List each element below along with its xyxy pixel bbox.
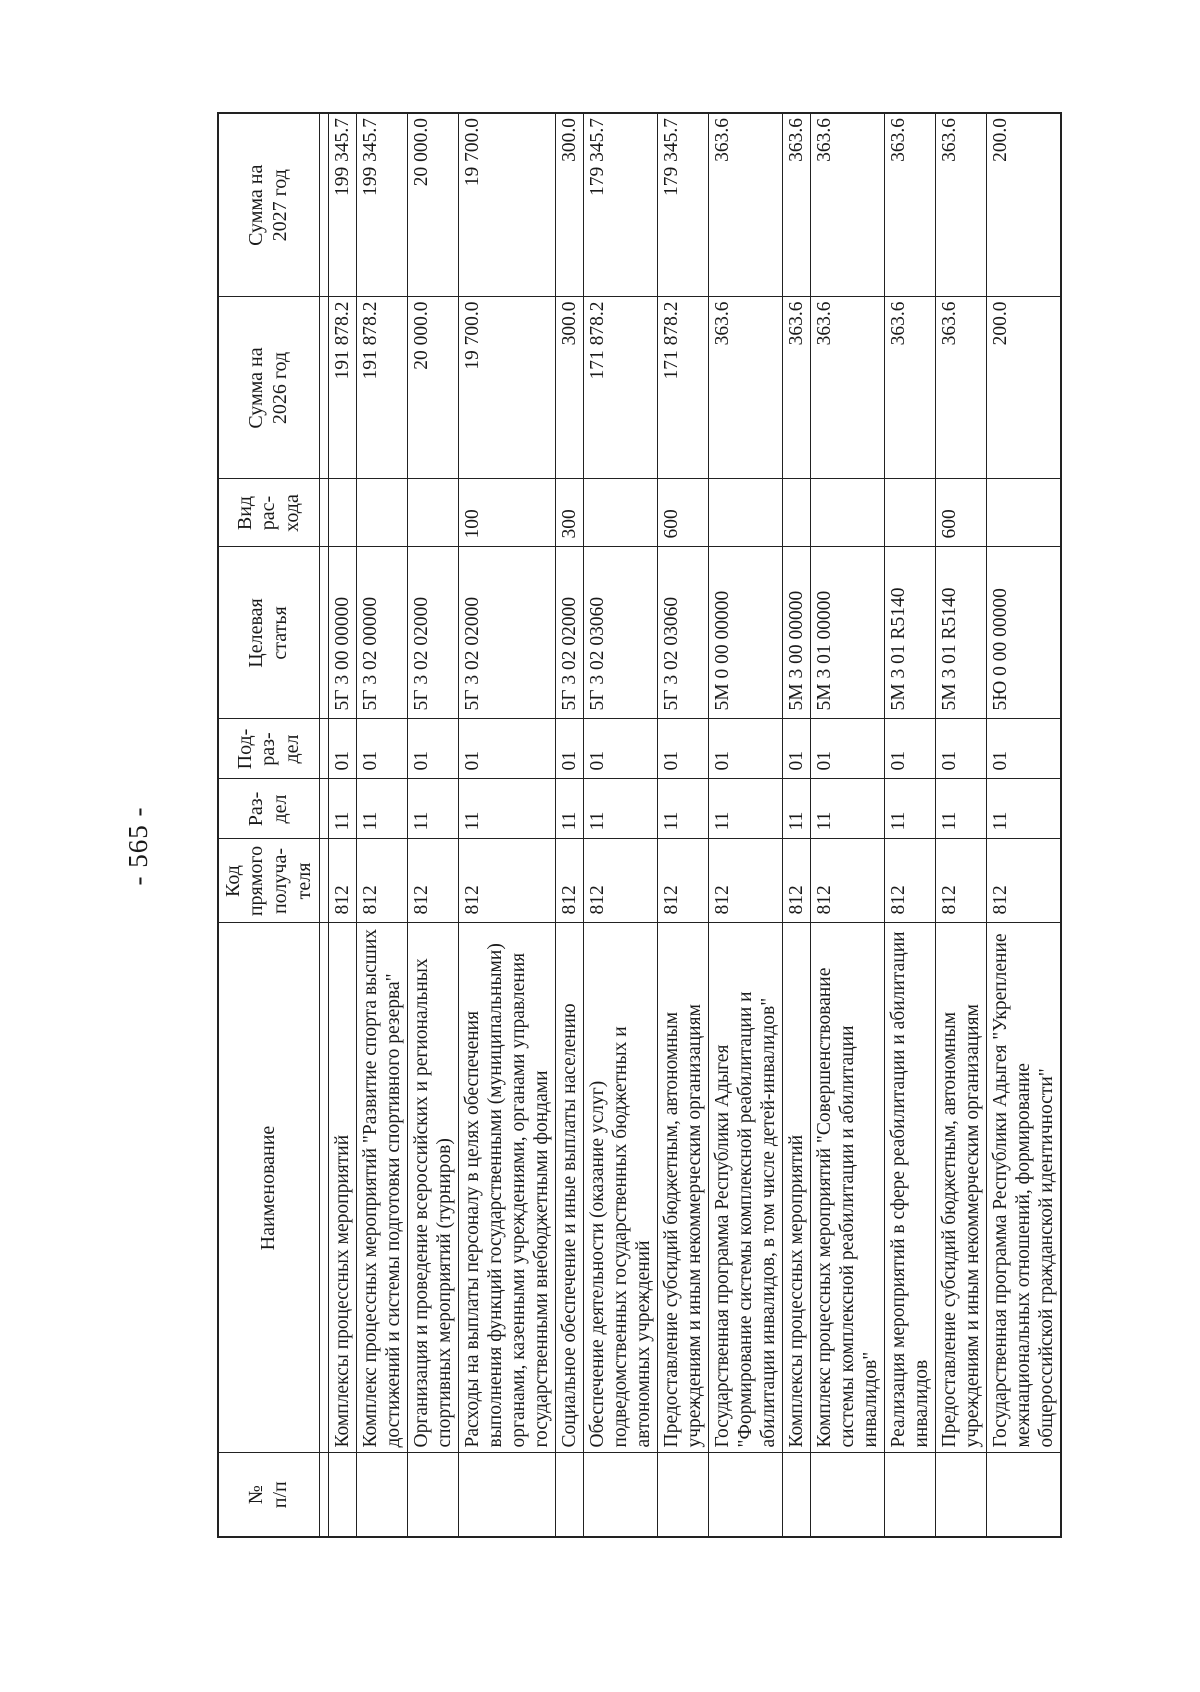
page-number: - 565 -: [123, 806, 153, 886]
cell-name: Социальное обеспечение и иные выплаты населению: [556, 923, 584, 1453]
cell-section: 11: [811, 779, 885, 839]
cell-sum-2027: 300.0: [556, 113, 584, 297]
cell-sum-2027: 363.6: [936, 113, 987, 297]
cell-subsection: 01: [936, 719, 987, 779]
cell-name: Расходы на выплаты персоналу в целях обеспечения выполнения функций государственными (муниципальными) органами, казенными учреждениями, органами управления государственными внебюджетными фондами: [459, 923, 556, 1453]
cell-expense: [987, 479, 1062, 547]
cell-expense: [408, 479, 459, 547]
cell-recipient: 812: [987, 839, 1062, 923]
cell-expense: [709, 479, 783, 547]
cell-name: Предоставление субсидий бюджетным, автономным учреждениям и иным некоммерческим организациям: [658, 923, 709, 1453]
cell-recipient: 812: [936, 839, 987, 923]
cell-section: 11: [987, 779, 1062, 839]
cell-sum-2026: 200.0: [987, 297, 1062, 479]
cell-subsection: 01: [459, 719, 556, 779]
cell-recipient: 812: [459, 839, 556, 923]
cell-name: Реализация мероприятий в сфере реабилитации и абилитации инвалидов: [885, 923, 936, 1453]
cell-expense: [811, 479, 885, 547]
cell-section: 11: [357, 779, 408, 839]
header-name: Наименование: [218, 923, 320, 1453]
cell-no: [658, 1453, 709, 1537]
cell-recipient: 812: [658, 839, 709, 923]
cell-name: Комплекс процессных мероприятий "Совершенствование системы комплексной реабилитации и абилитации инвалидов": [811, 923, 885, 1453]
table-row: [936, 113, 987, 1537]
document-page: [105, 62, 1095, 1630]
cell-recipient: 812: [885, 839, 936, 923]
cell-target: 5М 3 00 00000: [783, 547, 811, 719]
cell-expense: [357, 479, 408, 547]
cell-subsection: 01: [584, 719, 658, 779]
cell-target: 5М 3 01 00000: [811, 547, 885, 719]
table-row: [459, 113, 556, 1537]
cell-target: 5М 3 01 R5140: [885, 547, 936, 719]
cell-target: 5Г 3 02 02000: [459, 547, 556, 719]
cell-no: [811, 1453, 885, 1537]
cell-sum-2026: 191 878.2: [357, 297, 408, 479]
cell-recipient: 812: [811, 839, 885, 923]
cell-sum-2027: 363.6: [709, 113, 783, 297]
cell-no: [556, 1453, 584, 1537]
cell-subsection: 01: [658, 719, 709, 779]
table-row: [329, 113, 357, 1537]
cell-name: Комплексы процессных мероприятий: [329, 923, 357, 1453]
cell-subsection: 01: [885, 719, 936, 779]
cell-section: 11: [709, 779, 783, 839]
cell-target: 5М 0 00 00000: [709, 547, 783, 719]
cell-name: Комплекс процессных мероприятий "Развитие спорта высших достижений и системы подготовки спортивного резерва": [357, 923, 408, 1453]
cell-section: 11: [329, 779, 357, 839]
cell-recipient: 812: [357, 839, 408, 923]
cell-sum-2027: 363.6: [811, 113, 885, 297]
cell-section: 11: [936, 779, 987, 839]
cell-sum-2026: 171 878.2: [584, 297, 658, 479]
cell-expense: [584, 479, 658, 547]
cell-recipient: 812: [408, 839, 459, 923]
header-no: № п/п: [218, 1453, 320, 1537]
cell-expense: 100: [459, 479, 556, 547]
cell-subsection: 01: [987, 719, 1062, 779]
budget-table: [217, 112, 1062, 1538]
cell-sum-2027: 179 345.7: [658, 113, 709, 297]
cell-no: [459, 1453, 556, 1537]
cell-sum-2026: 300.0: [556, 297, 584, 479]
cell-no: [357, 1453, 408, 1537]
table-row: [658, 113, 709, 1537]
cell-subsection: 01: [709, 719, 783, 779]
cell-no: [408, 1453, 459, 1537]
cell-sum-2026: 171 878.2: [658, 297, 709, 479]
cell-expense: [329, 479, 357, 547]
cell-no: [783, 1453, 811, 1537]
cell-no: [885, 1453, 936, 1537]
cell-target: 5Г 3 02 03060: [584, 547, 658, 719]
header-section: Раз- дел: [218, 779, 320, 839]
cell-sum-2026: 363.6: [709, 297, 783, 479]
table-row: [885, 113, 936, 1537]
table-header-row: [218, 113, 320, 1537]
table-row: [357, 113, 408, 1537]
cell-recipient: 812: [556, 839, 584, 923]
cell-expense: 300: [556, 479, 584, 547]
cell-name: Обеспечение деятельности (оказание услуг) подведомственных государственных бюджетных и автономных учреждений: [584, 923, 658, 1453]
cell-no: [987, 1453, 1062, 1537]
cell-section: 11: [885, 779, 936, 839]
table-row: [811, 113, 885, 1537]
cell-subsection: 01: [783, 719, 811, 779]
cell-expense: [885, 479, 936, 547]
cell-target: 5Г 3 02 00000: [357, 547, 408, 719]
cell-sum-2027: 200.0: [987, 113, 1062, 297]
cell-section: 11: [408, 779, 459, 839]
cell-sum-2027: 199 345.7: [329, 113, 357, 297]
table-row: [408, 113, 459, 1537]
cell-target: 5Г 3 02 02000: [408, 547, 459, 719]
cell-name: Государственная программа Республики Адыгея "Формирование системы комплексной реабилитации и абилитации инвалидов, в том числе детей-инвалидов": [709, 923, 783, 1453]
cell-expense: 600: [936, 479, 987, 547]
header-target: Целевая статья: [218, 547, 320, 719]
cell-sum-2026: 363.6: [783, 297, 811, 479]
header-recipient: Код прямого получа- теля: [218, 839, 320, 923]
cell-sum-2027: 19 700.0: [459, 113, 556, 297]
header-spacer-row: [320, 113, 329, 1537]
cell-section: 11: [556, 779, 584, 839]
table-row: [709, 113, 783, 1537]
cell-sum-2026: 19 700.0: [459, 297, 556, 479]
cell-expense: 600: [658, 479, 709, 547]
cell-subsection: 01: [329, 719, 357, 779]
cell-subsection: 01: [556, 719, 584, 779]
cell-sum-2027: 363.6: [783, 113, 811, 297]
cell-recipient: 812: [584, 839, 658, 923]
cell-section: 11: [783, 779, 811, 839]
header-subsection: Под- раз- дел: [218, 719, 320, 779]
cell-no: [329, 1453, 357, 1537]
cell-section: 11: [584, 779, 658, 839]
cell-name: Предоставление субсидий бюджетным, автономным учреждениям и иным некоммерческим организациям: [936, 923, 987, 1453]
cell-sum-2027: 179 345.7: [584, 113, 658, 297]
cell-sum-2027: 363.6: [885, 113, 936, 297]
cell-section: 11: [658, 779, 709, 839]
header-sum-2027: Сумма на 2027 год: [218, 113, 320, 297]
cell-sum-2026: 363.6: [885, 297, 936, 479]
header-expense: Вид рас- хода: [218, 479, 320, 547]
cell-name: Государственная программа Республики Адыгея "Укрепление межнациональных отношений, формирование общероссийской гражданской идентичности": [987, 923, 1062, 1453]
cell-expense: [783, 479, 811, 547]
cell-name: Организация и проведение всероссийских и региональных спортивных мероприятий (турниров): [408, 923, 459, 1453]
cell-sum-2027: 20 000.0: [408, 113, 459, 297]
cell-subsection: 01: [357, 719, 408, 779]
cell-recipient: 812: [783, 839, 811, 923]
cell-sum-2026: 363.6: [936, 297, 987, 479]
cell-no: [584, 1453, 658, 1537]
cell-recipient: 812: [329, 839, 357, 923]
cell-no: [709, 1453, 783, 1537]
cell-target: 5Г 3 00 00000: [329, 547, 357, 719]
cell-sum-2026: 191 878.2: [329, 297, 357, 479]
cell-section: 11: [459, 779, 556, 839]
cell-sum-2027: 199 345.7: [357, 113, 408, 297]
table-row: [987, 113, 1062, 1537]
cell-recipient: 812: [709, 839, 783, 923]
table-row: [584, 113, 658, 1537]
header-sum-2026: Сумма на 2026 год: [218, 297, 320, 479]
cell-name: Комплексы процессных мероприятий: [783, 923, 811, 1453]
cell-no: [936, 1453, 987, 1537]
cell-sum-2026: 20 000.0: [408, 297, 459, 479]
cell-target: 5М 3 01 R5140: [936, 547, 987, 719]
cell-subsection: 01: [408, 719, 459, 779]
cell-target: 5Г 3 02 03060: [658, 547, 709, 719]
cell-subsection: 01: [811, 719, 885, 779]
cell-target: 5Ю 0 00 00000: [987, 547, 1062, 719]
cell-target: 5Г 3 02 02000: [556, 547, 584, 719]
cell-sum-2026: 363.6: [811, 297, 885, 479]
table-row: [783, 113, 811, 1537]
table-row: [556, 113, 584, 1537]
